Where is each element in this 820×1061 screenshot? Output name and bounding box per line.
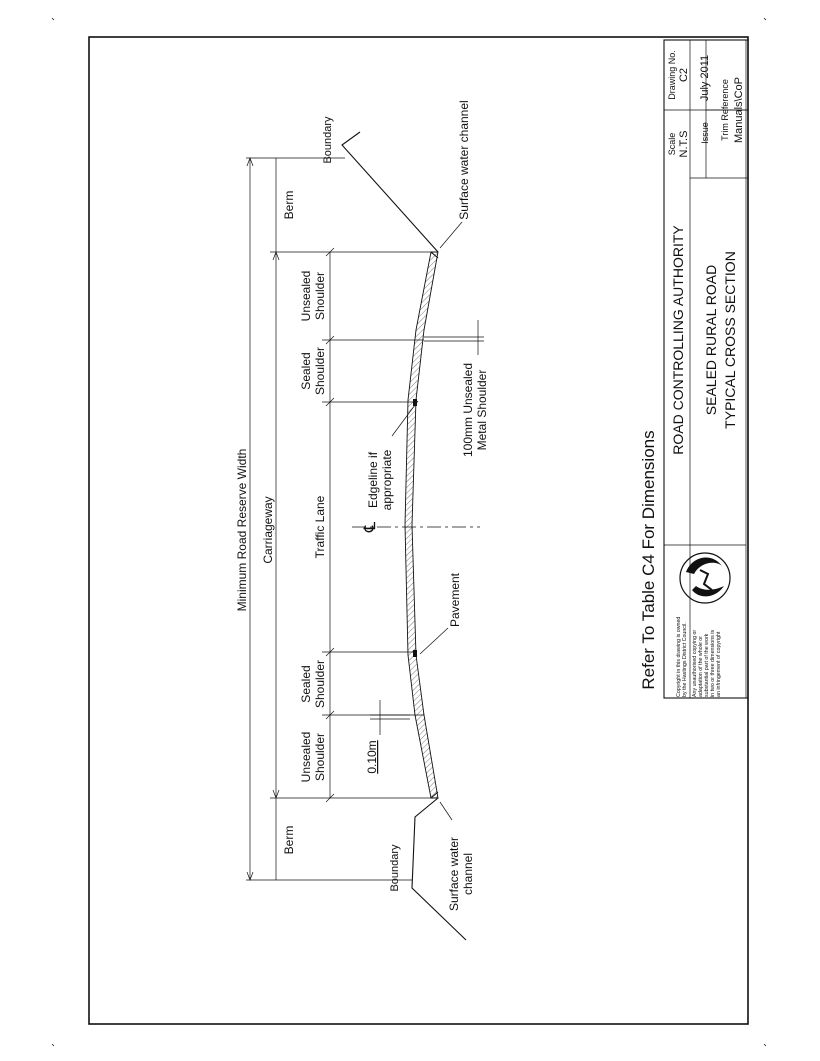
scale-label: Scale — [667, 132, 677, 156]
drawing-no-value: C2 — [678, 67, 690, 83]
label-edgeline-1: Edgeline if — [366, 451, 380, 509]
title-line-2: TYPICAL CROSS SECTION — [722, 251, 738, 429]
label-unsealed-shoulder-top-1: Unsealed — [299, 270, 313, 322]
issue-label: Issue — [700, 122, 710, 144]
label-refer-note: Refer To Table C4 For Dimensions — [639, 430, 658, 690]
trim-label: Trim Reference — [720, 79, 730, 141]
drawing-labels — [235, 100, 658, 911]
label-sealed-shoulder-bottom-1: Sealed — [299, 665, 313, 703]
label-unsealed-metal-1: 100mm Unsealed — [461, 362, 475, 458]
copyright-line-4: adaptation of the whole or — [698, 636, 704, 697]
label-unsealed-shoulder-bottom-1: Unsealed — [299, 731, 313, 783]
pavement-layer — [405, 252, 438, 798]
label-traffic-lane: Traffic Lane — [313, 495, 327, 559]
label-sealed-shoulder-top-1: Sealed — [299, 352, 313, 390]
label-berm-bottom: Berm — [282, 825, 296, 855]
label-unsealed-shoulder-bottom-2: Shoulder — [313, 732, 327, 782]
copyright-line-2: by the Hastings District Council. — [682, 622, 688, 697]
label-unsealed-metal-2: Metal Shoulder — [475, 369, 489, 451]
scale-value: N.T.S — [678, 130, 690, 158]
copyright-line-7: an infringement of copyright — [716, 631, 722, 697]
label-sealed-shoulder-top-2: Shoulder — [313, 346, 327, 396]
label-berm-top: Berm — [282, 190, 296, 220]
label-boundary-top: Boundary — [322, 116, 334, 164]
label-pavement: Pavement — [448, 572, 462, 628]
label-centreline: ℄ — [362, 521, 379, 533]
label-min-reserve-width: Minimum Road Reserve Width — [235, 448, 249, 612]
label-unsealed-shoulder-top-2: Shoulder — [313, 271, 327, 321]
label-surface-water-top: Surface water channel — [457, 100, 471, 220]
copyright-line-6: in two or three dimensions is — [710, 629, 716, 697]
road-profile — [342, 132, 466, 940]
label-edgeline-2: appropriate — [380, 449, 394, 511]
label-surface-water-bottom-1: Surface water — [447, 836, 461, 912]
copyright-line-3: Any unauthorised copying or — [692, 629, 698, 697]
copyright-line-1: Copyright in this drawing is owned — [676, 616, 682, 697]
authority-name: ROAD CONTROLLING AUTHORITY — [670, 225, 686, 455]
label-sealed-shoulder-bottom-2: Shoulder — [313, 659, 327, 709]
council-logo-icon — [680, 553, 730, 603]
label-dim-010: 0.10m — [365, 740, 379, 774]
label-carriageway: Carriageway — [261, 496, 275, 564]
copyright-line-5: substantial part of the work — [704, 633, 710, 697]
title-line-1: SEALED RURAL ROAD — [703, 264, 719, 416]
label-boundary-bottom: Boundary — [389, 844, 401, 892]
edgeline-mark-bottom — [413, 650, 417, 657]
trim-value: Manuals\CoP — [733, 76, 745, 144]
label-surface-water-bottom-2: channel — [461, 852, 475, 896]
drawing-no-label: Drawing No. — [667, 50, 677, 100]
title-block — [664, 40, 748, 698]
issue-value: July 2011 — [699, 54, 711, 102]
